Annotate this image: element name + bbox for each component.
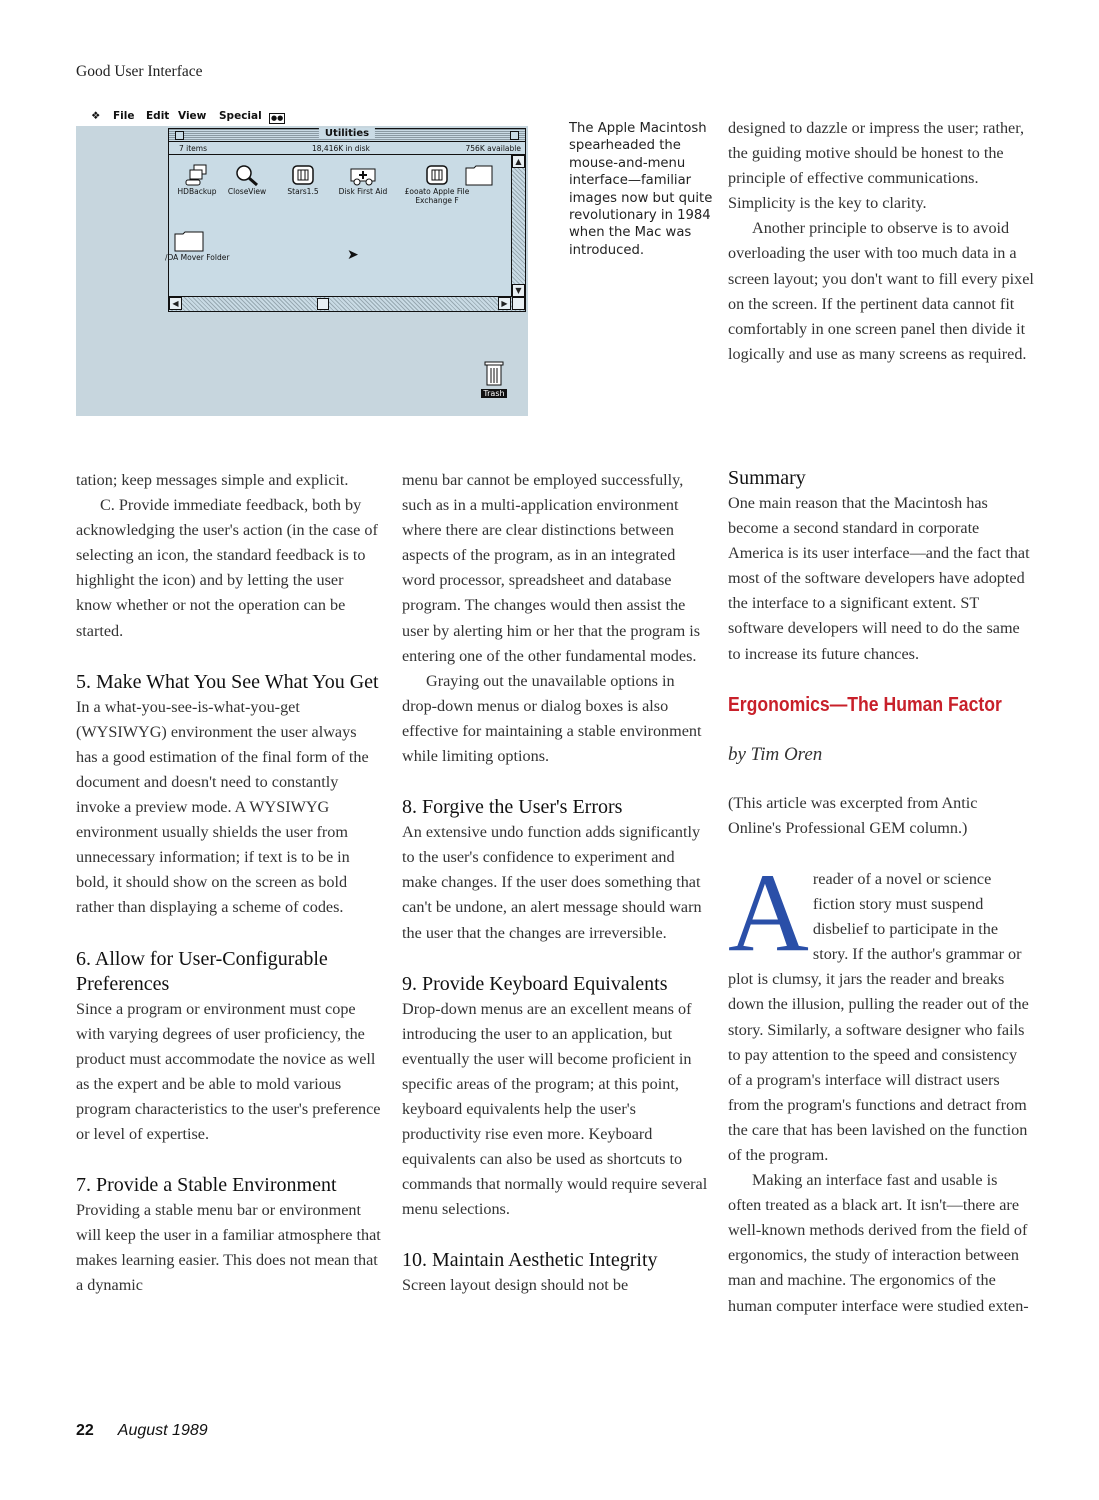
page-number: 22 bbox=[76, 1422, 94, 1439]
drop-cap: A bbox=[728, 850, 809, 975]
heading-6: 6. Allow for User-Configurable Preferences bbox=[76, 947, 328, 995]
column-1 bbox=[76, 468, 382, 1298]
disk-available: 756K available bbox=[465, 144, 521, 153]
byline: by Tim Oren bbox=[728, 743, 823, 765]
heading-8: 8. Forgive the User's Errors bbox=[402, 796, 623, 819]
close-box-icon[interactable] bbox=[175, 131, 184, 140]
heading-7: 7. Provide a Stable Environment bbox=[76, 1174, 337, 1197]
hdbackup-icon[interactable]: HDBackup bbox=[161, 161, 233, 196]
folder-icon[interactable] bbox=[443, 161, 515, 187]
running-head: Good User Interface bbox=[76, 63, 203, 80]
paragraph: An extensive undo function adds significantly to the user's confidence to experiment and make changes. If the user does something that can't be undone, an alert message should warn the user that the changes are irreversible. bbox=[402, 823, 702, 942]
apple-menu-icon[interactable]: ❖ bbox=[91, 110, 101, 122]
window-title-bar[interactable] bbox=[169, 129, 525, 142]
disk-used: 18,416K in disk bbox=[312, 144, 370, 153]
heading-10: 10. Maintain Aesthetic Integrity bbox=[402, 1249, 658, 1272]
apple-file-exchange-icon[interactable]: £ooato Apple File Exchange F bbox=[387, 161, 487, 205]
trash-icon[interactable] bbox=[478, 360, 510, 398]
issue-date: August 1989 bbox=[117, 1422, 208, 1439]
drop-cap-text: reader of a novel or science fiction story must suspend disbelief to participate in the story. If the author's grammar or plot is clumsy, it jars the reader and breaks down the illusion, pulling the reader out of the story. Similarly, a software designer who fails to pay attention to the speed and consistency of a program's interface will distract users from the program's functions and detract from the care that has been lavished on the function of the program. bbox=[728, 869, 1029, 1164]
paragraph: Screen layout design should not be bbox=[402, 1276, 629, 1295]
da-mover-folder-icon[interactable]: /DA Mover Folder bbox=[165, 227, 245, 262]
menu-view[interactable]: View bbox=[178, 110, 207, 122]
paragraph: In a what-you-see-is-what-you-get (WYSIWYG) environment the user always has a good estimation of the final form of the document and doesn't need to constantly invoke a preview mode. A WYSIWYG environment usually shields the user from unnecessary information; if text is to be in bold, it should show on the screen as bold rather than displaying a scheme of codes. bbox=[76, 697, 369, 917]
page-footer bbox=[76, 1422, 208, 1440]
heading-5: 5. Make What You See What You Get bbox=[76, 670, 379, 693]
stars-icon[interactable]: Stars1.5 bbox=[267, 161, 339, 196]
paragraph: Graying out the unavailable options in drop-down menus or dialog boxes is also effective for maintaining a stable environment while limiting options. bbox=[402, 671, 702, 766]
window-info-bar bbox=[169, 142, 525, 155]
paragraph: Providing a stable menu bar or environment will keep the user in a familiar atmosphere that makes learning easier. This does not mean that a dynamic bbox=[76, 1201, 381, 1295]
column-3-top bbox=[728, 116, 1034, 367]
paragraph: tation; keep messages simple and explicit. bbox=[76, 471, 349, 489]
editor-note: (This article was excerpted from Antic Online's Professional GEM column.) bbox=[728, 793, 978, 837]
paragraph: Making an interface fast and usable is often treated as a black art. It isn't—there are well-known methods derived from the field of ergonomics, the study of interaction between man and machine. The ergonomics of the human computer interface were studied exten- bbox=[728, 1171, 1029, 1315]
paragraph: One main reason that the Macintosh has become a second standard in corporate America is its user interface—and the fact that most of the software developers have adopted the interface to a significant extent. ST software developers will need to do the same to increase its future chances. bbox=[728, 494, 1030, 663]
scroll-left-arrow-icon[interactable]: ◀ bbox=[169, 297, 182, 310]
paragraph: C. Provide immediate feedback, both by acknowledging the user's action (in the case of selecting an icon, the standard feedback is to highlight the icon) and by letting the user know whether or not the operation can be started. bbox=[76, 496, 378, 640]
scroll-right-arrow-icon[interactable]: ▶ bbox=[498, 297, 511, 310]
scroll-up-arrow-icon[interactable]: ▲ bbox=[512, 155, 525, 168]
paragraph: designed to dazzle or impress the user; rather, the guiding motive should be honest to the principle of effective communications. Simplicity is the key to clarity. bbox=[728, 119, 1025, 213]
menu-special[interactable]: Special bbox=[219, 110, 262, 122]
scroll-thumb[interactable] bbox=[317, 298, 329, 310]
mouse-pointer-icon: ➤ bbox=[347, 248, 359, 263]
paragraph: menu bar cannot be employed successfully, such as in a multi-application environment where there are clear distinctions between aspects of the program, as in an integrated word processor, spreadsheet and database program. The changes would then assist the user by alerting him or her that the program is entering one of the other fundamental modes. bbox=[402, 471, 701, 665]
items-count: 7 items bbox=[179, 144, 208, 153]
trash-label: Trash bbox=[483, 389, 505, 398]
figure-caption: The Apple Macintosh spearheaded the mouse-and-menu interface—familiar images now but quite revolutionary in 1984 when the Mac was introduced. bbox=[569, 121, 713, 258]
menu-file[interactable]: File bbox=[113, 110, 135, 122]
paragraph: Drop-down menus are an excellent means of introducing the user to an application, but eventually the user will become proficient in specific areas of the program; at this point, keyboard equivalents help the user's productivity rise even more. Keyboard equivalents can also be used as shortcuts to commands that normally would require several menu selections. bbox=[402, 999, 708, 1219]
summary-heading: Summary bbox=[728, 467, 806, 489]
finder-menubar: ❖ File Edit View Special ●● bbox=[76, 108, 528, 126]
article-title: Ergonomics—The Human Factor bbox=[728, 693, 1002, 716]
paragraph: Another principle to observe is to avoid overloading the user with too much data in a screen layout; you don't want to fill every pixel on the screen. If the pertinent data cannot fit comfortably in one screen panel then divide it logically and use as many screens as required. bbox=[728, 219, 1034, 363]
macintosh-screenshot bbox=[76, 108, 528, 416]
disk-first-aid-icon[interactable]: Disk First Aid bbox=[327, 161, 399, 196]
menu-edit[interactable]: Edit bbox=[146, 110, 170, 122]
utilities-window[interactable] bbox=[165, 128, 526, 312]
scroll-down-arrow-icon[interactable]: ▼ bbox=[512, 284, 525, 297]
size-box-icon[interactable] bbox=[512, 297, 525, 310]
heading-9: 9. Provide Keyboard Equivalents bbox=[402, 972, 668, 995]
zoom-box-icon[interactable] bbox=[510, 131, 519, 140]
column-3 bbox=[728, 466, 1034, 1319]
horizontal-scrollbar[interactable] bbox=[169, 296, 525, 311]
column-2 bbox=[402, 468, 708, 1299]
closeview-icon[interactable]: CloseView bbox=[211, 161, 283, 196]
paragraph: Since a program or environment must cope with varying degrees of user proficiency, the product must accommodate the novice as well as the expert and be able to mold various program characteristics to the user's preference or level of expertise. bbox=[76, 999, 381, 1143]
paragraph bbox=[728, 850, 1034, 1168]
window-title: Utilities bbox=[319, 128, 375, 139]
vertical-scrollbar[interactable] bbox=[511, 155, 525, 297]
